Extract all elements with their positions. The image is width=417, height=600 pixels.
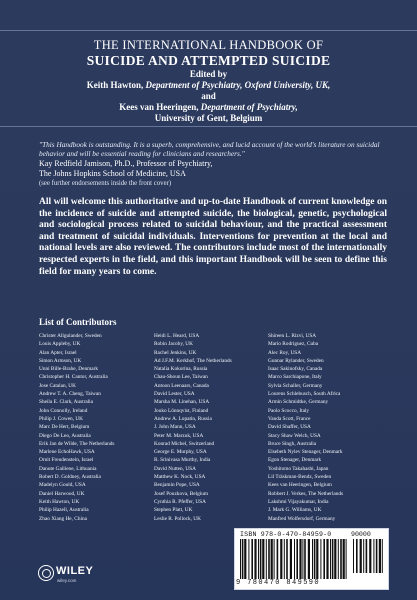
contributor-name: Konrad Michel, Switzerland xyxy=(154,440,215,447)
contributor-name: Sylvia Schaller, Germany xyxy=(268,382,323,389)
edited-by: Edited by xyxy=(189,69,228,79)
contributor-name: R. Srinivasa Murthy, India xyxy=(154,457,211,464)
contributor-name: Natalia Kokorina, Russia xyxy=(154,366,208,373)
contributor-name: Philip Hazell, Australia xyxy=(39,507,89,514)
contributor-name: Shireen L. Rizvi, USA xyxy=(268,333,317,339)
wiley-logo xyxy=(36,563,96,587)
contributor-name: Cynthia R. Pfeffer, USA xyxy=(154,498,206,505)
editor-2-affiliation-2: University of Gent, Belgium xyxy=(154,113,263,123)
editor-2-name: Kees van Heeringen, xyxy=(119,102,199,112)
contributor-name: Philip J. Cowen, UK xyxy=(39,415,83,422)
contributor-name: Kees van Heeringen, Belgium xyxy=(268,482,332,489)
contributors-column-2 xyxy=(154,332,268,523)
isbn-text: ISBN 978-0-470-84959-0 xyxy=(240,531,332,538)
title-block xyxy=(0,38,417,124)
editor-1 xyxy=(0,80,417,91)
contributor-name: Gunnar Rylander, Sweden xyxy=(268,357,324,364)
contributor-name: Alan Apter, Israel xyxy=(39,349,77,356)
contributor-name: Stacy Shaw Welch, USA xyxy=(268,432,321,439)
editor-2 xyxy=(0,102,417,113)
contributor-name: Marlene EchoHawk, USA xyxy=(39,449,95,456)
contributor-name: David Shaffer, USA xyxy=(268,424,311,431)
contributors-section xyxy=(39,317,389,523)
contributor-name: Armin Schmidtke, Germany xyxy=(268,399,329,406)
contributor-name: Peter M. Marzuk, USA xyxy=(154,432,204,439)
top-rule xyxy=(0,30,417,31)
contributor-name: Chau-Shoun Lee, Taiwan xyxy=(154,374,208,381)
contributor-name: Manfred Wolfersdorf, Germany xyxy=(268,515,336,522)
contributor-name: Christer Allgulander, Sweden xyxy=(39,333,102,339)
contributor-name: Lil Träskman-Bendz, Sweden xyxy=(268,474,332,481)
contributor-name: John Connolly, Ireland xyxy=(39,407,88,414)
contributor-name: Lakshmi Vijayakumar, India xyxy=(268,498,329,505)
contributor-name: Andrew A. Lopatin, Russia xyxy=(154,415,212,422)
contributor-name: David Nutten, USA xyxy=(154,465,196,472)
price-barcode-icon xyxy=(353,539,385,573)
endorsement-reviewer-name: Kay Redfield Jamison, Ph.D., Professor of Psychiatry, xyxy=(39,158,213,168)
contributor-name: Josef Pouzkova, Belgium xyxy=(154,490,208,497)
contributor-name: Alec Roy, USA xyxy=(268,349,302,356)
contributor-name: Jose Catalan, UK xyxy=(39,382,76,389)
contributor-name: Daniel Harwood, UK xyxy=(39,490,85,497)
contributor-name: J. John Mann, USA xyxy=(154,424,196,431)
editor-2-affiliation-1: Department of Psychiatry, xyxy=(200,102,298,112)
contributor-name: Leslie R. Pollock, UK xyxy=(154,515,201,522)
endorsement-quote: "This Handbook is outstanding. It is a superb, comprehensive, and lucid account of the world's literature on suicidal behavior and will be essential reading for clinicians and researchers." xyxy=(39,140,380,159)
contributor-name: George E. Murphy, USA xyxy=(154,449,207,456)
book-description: All will welcome this authoritative and up-to-date Handbook of current knowledge on the incidence of suicide and attempted suicide, the biological, genetic, psychological and sociological process related to suicidal behaviour, and the practical assessment and treatment of suicidal individuals. Interventions for prevention at the local and national levels are also reviewed. The contributors include most of the internationally respected experts in the field, and this important Handbook will be seen to define this field for many years to come. xyxy=(39,197,387,277)
contributor-name: Matthew K. Nock, USA xyxy=(154,474,206,481)
contributor-name: Paolo Scocco, Italy xyxy=(268,407,310,414)
barcode xyxy=(234,528,389,590)
wiley-logo-text: WILEY xyxy=(56,565,94,577)
contributor-name: Robin Jacoby, UK xyxy=(154,341,193,348)
contributor-name: Robbert J. Verkes, The Netherlands xyxy=(268,490,344,497)
contributors-column-3 xyxy=(268,332,388,523)
contributor-name: Bruce Singh, Australia xyxy=(268,440,317,447)
contributor-name: Marc De Hert, Belgium xyxy=(39,424,90,431)
contributor-name: Rachel Jenkins, UK xyxy=(154,349,197,356)
contributor-name: Louis Appleby, UK xyxy=(39,341,81,348)
ean-digits: 9 780470 849590 xyxy=(236,579,321,587)
contributor-name: Zhao Xiang He, China xyxy=(39,515,87,522)
editor-1-name: Keith Hawton, xyxy=(86,80,144,90)
and-text: and xyxy=(201,91,216,101)
endorsement xyxy=(39,140,385,188)
contributor-name: Robert D. Goldney, Australia xyxy=(39,474,101,481)
contributor-name: Isaac Sakinofsky, Canada xyxy=(268,366,323,373)
contributor-name: Simon Armson, UK xyxy=(39,357,82,364)
contributor-name: Benjamin Pope, USA xyxy=(154,482,200,489)
contributor-name: Stephen Platt, UK xyxy=(154,507,193,514)
endorsement-reviewer-affiliation: The Johns Hopkins School of Medicine, USA xyxy=(39,168,186,178)
ean-barcode-icon xyxy=(240,539,348,579)
contributor-name: Ad J.F.M. Kerkhof, The Netherlands xyxy=(154,357,232,364)
contributor-name: Heidi L. Heard, USA xyxy=(154,333,200,339)
wiley-logo-url: wiley.com xyxy=(57,578,77,583)
series-title: THE INTERNATIONAL HANDBOOK OF xyxy=(93,38,324,52)
contributor-name: Christopher H. Cantor, Australia xyxy=(39,374,108,381)
contributors-heading: List of Contributors xyxy=(39,317,117,327)
contributor-name: Diego De Leo, Australia xyxy=(39,432,91,439)
contributor-name: David Lester, USA xyxy=(154,391,195,398)
contributor-name: Yoshitomo Takahashi, Japan xyxy=(268,465,329,472)
contributor-name: Andrew T. A. Cheng, Taiwan xyxy=(39,391,101,398)
contributor-name: Jouko Lönnqvist, Finland xyxy=(154,407,209,414)
contributor-name: Sheila E. Clark, Australia xyxy=(39,399,93,406)
contributor-name: Marsha M. Linehan, USA xyxy=(154,399,210,406)
contributor-name: Unni Bille-Brahe, Denmark xyxy=(39,366,98,373)
contributor-name: J. Mark G. Williams, UK xyxy=(268,507,322,514)
contributors-column-1 xyxy=(39,332,154,523)
contributor-name: Keith Hawton, UK xyxy=(39,498,80,505)
contributor-name: Erik Jan de Wilde, The Netherlands xyxy=(39,440,115,447)
contributor-name: Elsebeth Nylev Stenager, Denmark xyxy=(268,449,343,456)
contributor-name: Egon Stenager, Denmark xyxy=(268,457,322,464)
contributor-name: Ornit Freudenstein, Israel xyxy=(39,457,94,464)
contributor-name: Madelyn Gould, USA xyxy=(39,482,86,489)
contributor-name: Antoon Leenaars, Canada xyxy=(154,382,209,389)
price-code: 90000 xyxy=(351,531,371,538)
main-title: SUICIDE AND ATTEMPTED SUICIDE xyxy=(86,53,331,68)
contributor-name: Lourens Schlebusch, South Africa xyxy=(268,391,341,398)
contributor-name: Mario Rodriguez, Cuba xyxy=(268,341,319,348)
wiley-logo-mark-icon xyxy=(38,565,54,581)
mid-rule xyxy=(0,126,417,127)
endorsement-note: (see further endorsements inside the front cover) xyxy=(39,179,172,187)
contributors-columns xyxy=(39,332,389,523)
editor-1-affiliation: Department of Psychiatry, Oxford University, UK, xyxy=(145,80,331,90)
contributor-name: Danute Gailiene, Lithuania xyxy=(39,465,97,472)
contributor-name: Marco Sarchiapone, Italy xyxy=(268,374,322,381)
contributor-name: Vanda Scott, France xyxy=(268,415,311,422)
